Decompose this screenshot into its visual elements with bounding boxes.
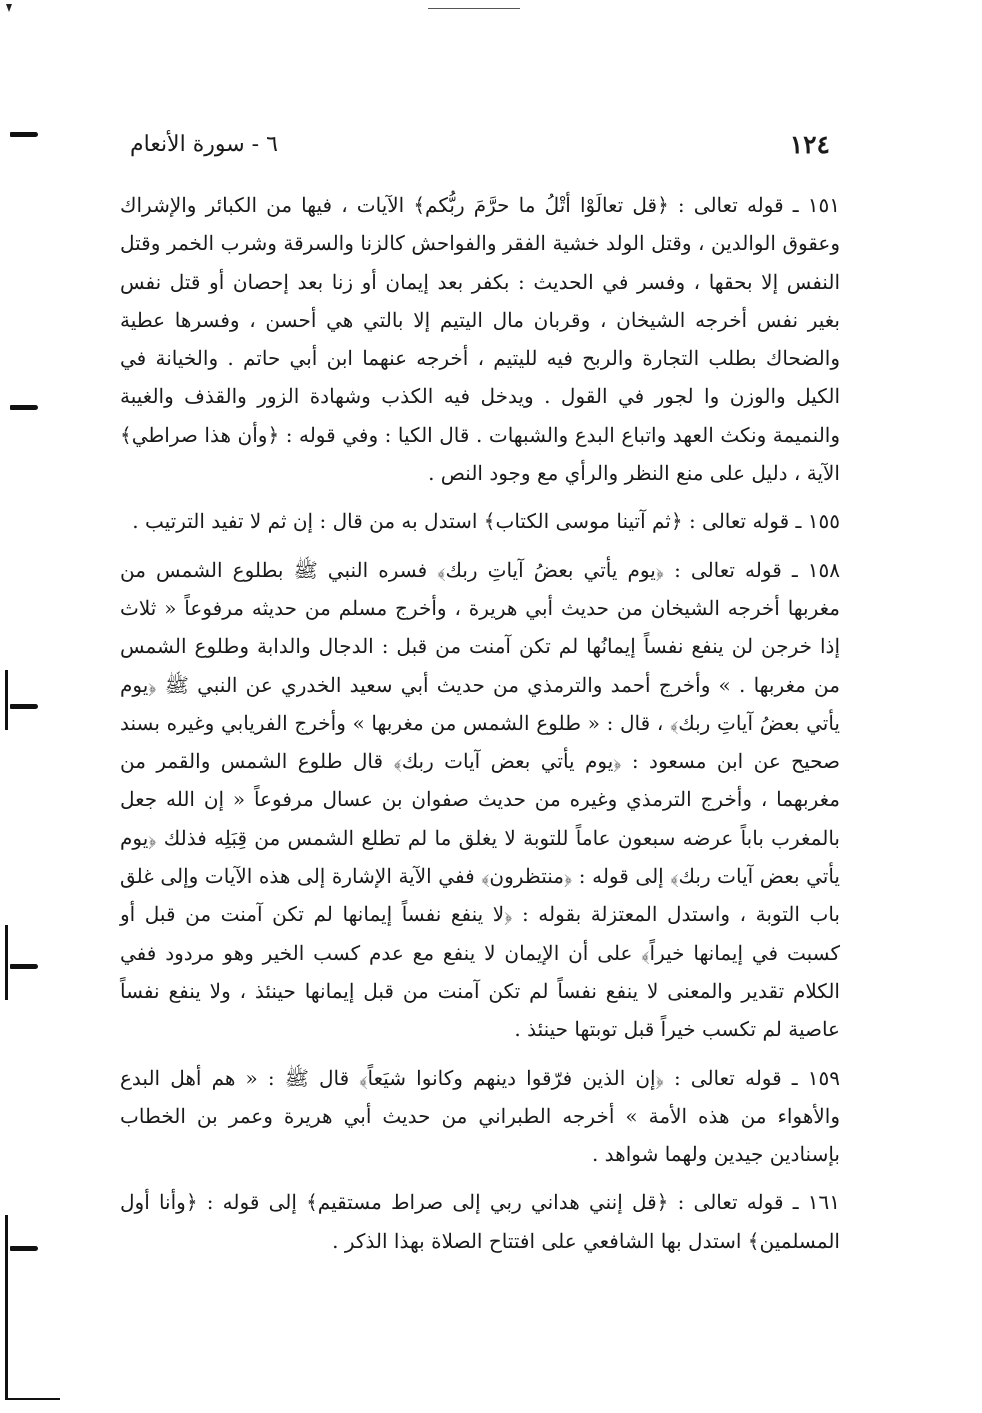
binding-mark bbox=[10, 964, 38, 969]
binding-rule bbox=[5, 670, 8, 730]
binding-mark bbox=[10, 405, 38, 410]
commentary-body bbox=[120, 186, 840, 1270]
binding-mark bbox=[10, 704, 38, 709]
running-head: ٦ - سورة الأنعام bbox=[130, 132, 278, 157]
corner-mark bbox=[6, 4, 12, 12]
verse-commentary-155: ١٥٥ ـ قوله تعالى : ﴿ثم آتينا موسى الكتاب﴾ استدل به من قال : إن ثم لا تفيد الترتيب . bbox=[132, 509, 840, 534]
page-number: ١٢٤ bbox=[789, 130, 830, 159]
binding-mark bbox=[10, 132, 38, 137]
scan-line bbox=[428, 8, 520, 9]
verse-commentary-159: ١٥٩ ـ قوله تعالى : ﴿إن الذين فرّقوا دينهم وكانوا شيَعاً﴾ قال ﷺ : « هم أهل البدع والأهواء من هذه الأمة » أخرجه الطبراني من حديث أبي هريرة وعمر بن الخطاب بإسنادين جيدين ولهما شواهد . bbox=[120, 1065, 840, 1167]
binding-mark bbox=[10, 1246, 38, 1251]
verse-commentary-151: ١٥١ ـ قوله تعالى : ﴿قل تعالَوْا أتْلُ ما حرَّمَ ربُّكم﴾ الآيات ، فيها من الكبائر والإشراك وعقوق الوالدين ، وقتل الولد خشية الفقر والفواحش كالزنا والسرقة وشرب الخمر وقتل النفس إلا بحقها ، وفسر في الحديث : بكفر بعد إيمان أو زنا بعد إحصان أو قتل نفس بغير نفس أخرجه الشيخان ، وقربان مال اليتيم إلا بالتي هي أحسن ، وفسرها عطية والضحاك بطلب التجارة والربح فيه لليتيم ، أخرجه عنهما ابن أبي حاتم . والخيانة في الكيل والوزن وا لجور في القول . ويدخل فيه الكذب وشهادة الزور والقذف والغيبة والنميمة ونكث العهد واتباع البدع والشبهات . قال الكيا : وفي قوله : ﴿وأن هذا صراطي﴾ الآية ، دليل على منع النظر والرأي مع وجود النص . bbox=[120, 193, 841, 486]
binding-rule bbox=[5, 925, 8, 1000]
binding-rule bbox=[5, 1398, 60, 1400]
binding-rule bbox=[5, 1215, 8, 1400]
verse-commentary-158: ١٥٨ ـ قوله تعالى : ﴿يوم يأتي بعضُ آياتِ ربك﴾ فسره النبي ﷺ بطلوع الشمس من مغربها أخرجه الشيخان من حديث أبي هريرة ، وأخرج مسلم من حديثه مرفوعاً « ثلاث إذا خرجن لن ينفع نفساً إيمانُها لم تكن آمنت من قبل : الدجال والدابة وطلوع الشمس من مغربها . » وأخرج أحمد والترمذي من حديث أبي سعيد الخدري عن النبي ﷺ ﴿يوم يأتي بعضُ آياتِ ربك﴾ ، قال : « طلوع الشمس من مغربها » وأخرج الفريابي وغيره بسند صحيح عن ابن مسعود : ﴿يوم يأتي بعض آيات ربك﴾ قال طلوع الشمس والقمر من مغربهما ، وأخرج الترمذي وغيره من حديث صفوان بن عسال مرفوعاً « إن الله جعل بالمغرب باباً عرضه سبعون عاماً للتوبة لا يغلق ما لم تطلع الشمس من قِبَلِه فذلك ﴿يوم يأتي بعض آيات ربك﴾ إلى قوله : ﴿منتظرون﴾ ففي الآية الإشارة إلى هذه الآيات وإلى غلق باب التوبة ، واستدل المعتزلة بقوله : ﴿لا ينفع نفساً إيمانها لم تكن آمنت من قبل أو كسبت في إيمانها خيراً﴾ على أن الإيمان لا ينفع مع عدم كسب الخير وهو مردود ففي الكلام تقدير والمعنى لا ينفع نفساً لم تكن آمنت من قبل إيمانها حينئذ ، ولا ينفع نفساً عاصية لم تكسب خيراً قبل توبتها حينئذ . bbox=[120, 557, 840, 1042]
page-header bbox=[130, 130, 830, 170]
verse-commentary-161: ١٦١ ـ قوله تعالى : ﴿قل إنني هداني ربي إلى صراط مستقيم﴾ إلى قوله : ﴿وأنا أول المسلمين﴾ استدل بها الشافعي على افتتاح الصلاة بهذا الذكر . bbox=[120, 1190, 840, 1253]
